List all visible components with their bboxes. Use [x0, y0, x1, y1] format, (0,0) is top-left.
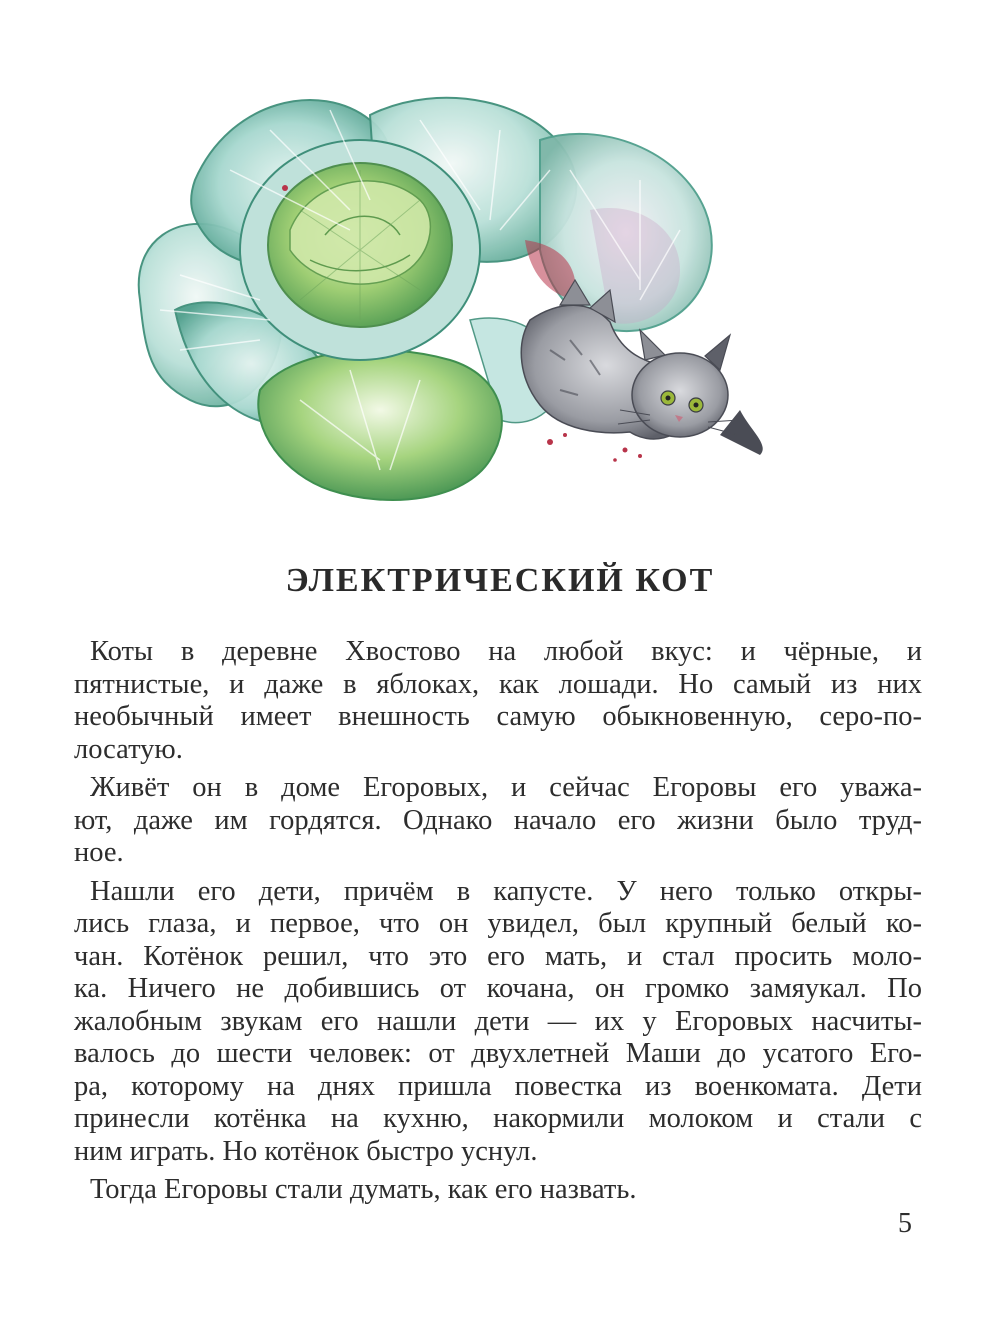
paragraph-3: [74, 876, 922, 1169]
text-line: ка. Ничего не добившись от кочана, он громко замяукал. По: [74, 973, 922, 1004]
text-line: ним играть. Но котёнок быстро уснул.: [74, 1135, 538, 1167]
text-line: Тогда Егоровы стали думать, как его назвать.: [90, 1174, 637, 1205]
paragraph-4: [74, 1174, 922, 1207]
story-title: ЭЛЕКТРИЧЕСКИЙ КОТ: [285, 562, 715, 599]
text-line: необычный имеет внешность самую обыкновенную, серо-по-: [74, 701, 922, 732]
text-line: пятнистые, и даже в яблоках, как лошади. Но самый из них: [74, 668, 922, 700]
cabbage-kitten-illustration: [120, 60, 800, 520]
text-line: Коты в деревне Хвостово на любой вкус: и чёрные, и: [90, 636, 922, 667]
cabbage-head: [240, 140, 480, 360]
text-line: Живёт он в доме Егоровых, и сейчас Егоровы его уважа-: [90, 772, 922, 803]
text-line: лись глаза, и первое, что он увидел, был крупный белый ко-: [74, 908, 922, 939]
text-line: ное.: [74, 837, 124, 868]
text-line: Нашли его дети, причём в капусте. У него только откры-: [90, 875, 922, 907]
page-number: 5: [898, 1208, 912, 1239]
story-text: [74, 636, 922, 1213]
text-line: принесли котёнка на кухню, накормили молоком и стали с: [74, 1103, 922, 1134]
text-line: валось до шести человек: от двухлетней Маши до усатого Его-: [74, 1038, 922, 1069]
paragraph-2: [74, 772, 922, 870]
text-line: чан. Котёнок решил, что это его мать, и стал просить моло-: [74, 940, 922, 972]
paragraph-1: [74, 636, 922, 766]
text-line: ра, которому на днях пришла повестка из военкомата. Дети: [74, 1070, 922, 1102]
bottom-leaf: [258, 350, 502, 500]
text-line: ют, даже им гордятся. Однако начало его жизни было труд-: [74, 804, 922, 836]
text-line: жалобным звукам его нашли дети — их у Егоровых насчиты-: [74, 1005, 922, 1037]
text-line: лосатую.: [74, 733, 183, 765]
